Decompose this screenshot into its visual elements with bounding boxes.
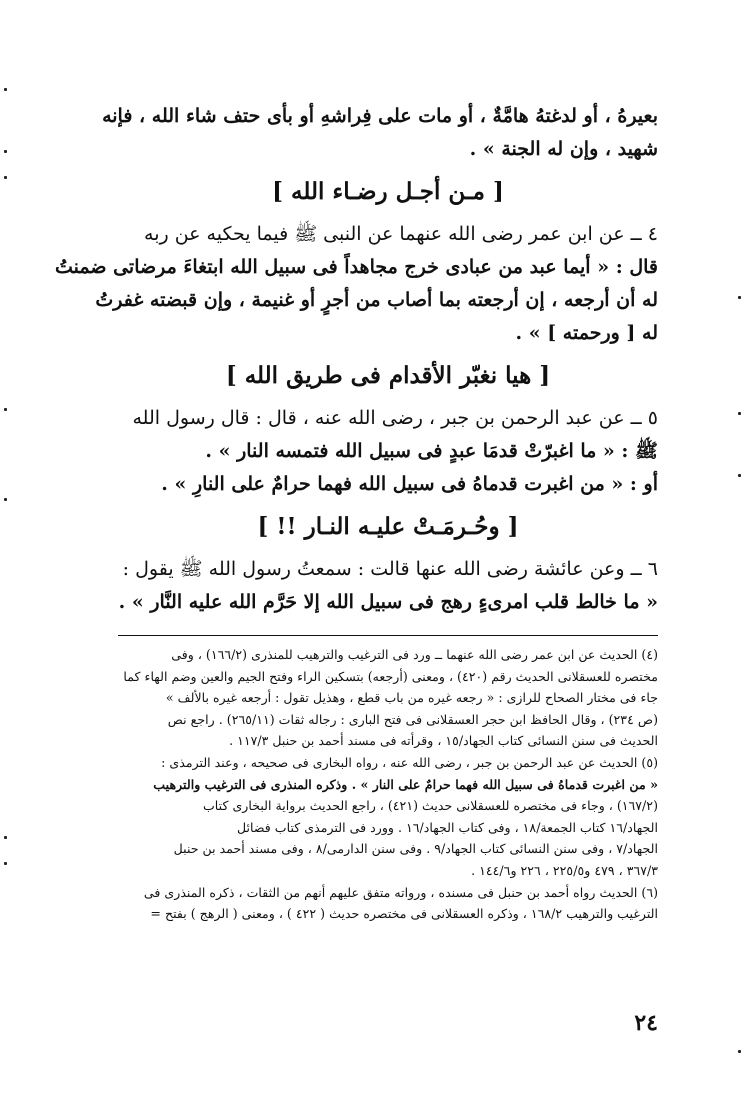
page-content [54, 100, 658, 925]
footnote-line: (ص ٢٣٤) ، وقال الحافظ ابن حجر العسقلانى فى فتح البارى : رجاله ثقات (٢٦٥/١١) . راجع نص [167, 711, 658, 727]
hadith-6 [118, 553, 658, 619]
text-line: بعيرهُ ، أو لدغتهُ هامَّةٌ ، أو مات على فِراشهِ أو بأى حتف شاء الله ، فإنه [102, 105, 658, 127]
margin-dot [4, 836, 7, 839]
text-line: « ما خالط قلب امرىءٍ رهج فى سبيل الله إلا حَرَّم الله عليه النَّار » . [118, 591, 658, 613]
page-number: ٢٤ [634, 1010, 658, 1036]
footnote-line: مختصره للعسقلانى الحديث رقم (٤٢٠) ، ومعنى (أرجعه) بتسكين الراء وفتح الجيم والعين وضم الهاء كما [123, 668, 658, 684]
hadith-4 [54, 218, 658, 350]
footnote-line: جاء فى مختار الصحاح للرازى : « رجعه غيره من باب قطع ، وهذيل تقول : أرجعه غيره بالألف » [165, 690, 658, 706]
text-line: ٦ ــ وعن عائشة رضى الله عنها قالت : سمعتُ رسول الله ﷺ يقول : [122, 558, 658, 580]
hadith-5 [118, 402, 658, 501]
footnote-divider [118, 635, 658, 636]
margin-dot [738, 296, 741, 299]
text-line: أو : « من اغبرت قدماهُ فى سبيل الله فهما حرامٌ على النارِ » . [161, 473, 658, 495]
text-line: ﷺ : « ما اغبرّتْ قدمَا عبدٍ فى سبيل الله فتمسه النار » . [205, 440, 658, 462]
footnote-line: الحديث فى سنن النسائى كتاب الجهاد/١٥ ، وقرأته فى مسند أحمد بن حنبل ١١٧/٣ . [229, 733, 658, 749]
footnote-line: الجهاد/٧ ، وفى سنن النسائى كتاب الجهاد/٩ . وفى سنن الدارمى/٨ ، وفى مسند أحمد بن حنبل [173, 841, 658, 857]
footnote-line: (٦) الحديث رواه أحمد بن حنبل فى مسنده ، ورواته متفق عليهم أنهم من الثقات ، ذكره المنذرى فى [143, 884, 658, 900]
section-heading: [ هيا نغبّر الأقدام فى طريق الله ] [225, 362, 551, 389]
margin-dot [4, 498, 7, 501]
margin-dot [738, 474, 741, 477]
margin-dot [4, 88, 7, 91]
footnotes [118, 644, 658, 925]
margin-dot [4, 150, 7, 153]
section-heading: [ وحُـرمَـتْ عليـه النـار !! ] [257, 513, 519, 540]
footnote-line: « من اغبرت قدماهُ فى سبيل الله فهما حرامٌ على النار » . وذكره المنذرى فى الترغيب والترهيب [153, 776, 658, 792]
text-line: له أن أرجعه ، إن أرجعته بما أصاب من أجرٍ أو غنيمة ، وإن قبضته غفرتُ [95, 289, 658, 311]
margin-dot [4, 408, 7, 411]
footnote-line: الجهاد/١٦ كتاب الجمعة/١٨ ، وفى كتاب الجهاد/١٦ . وورد فى الترمذى كتاب فضائل [236, 819, 658, 835]
text-line: قال : « أيما عبد من عبادى خرج مجاهداً فى سبيل الله ابتغاءَ مرضاتى ضمنتُ [54, 256, 658, 278]
text-line: له [ ورحمته ] » . [515, 322, 658, 344]
margin-dot [4, 176, 7, 179]
footnote-line: (١٦٧/٢) ، وجاء فى مختصره للعسقلانى حديث (٤٢١) ، راجع الحديث برواية البخارى كتاب [202, 798, 658, 814]
text-line: ٤ ــ عن ابن عمر رضى الله عنهما عن النبى ﷺ فيما يحكيه عن ربه [144, 223, 658, 245]
footnote-line: (٤) الحديث عن ابن عمر رضى الله عنهما ــ ورد فى الترغيب والترهيب للمنذرى (١٦٦/٢) ، وفى [171, 647, 658, 662]
section-heading: [ مـن أجـل رضـاء الله ] [272, 178, 504, 205]
section-continuation [102, 100, 658, 166]
text-line: شهيد ، وإن له الجنة » . [469, 138, 658, 160]
footnote-line: ٣٦٧/٣ ، ٤٧٩ و٢٢٥/٥ ، ٢٢٦ و١٤٤/٦ . [471, 862, 658, 878]
margin-dot [4, 862, 7, 865]
footnote-line: الترغيب والترهيب ١٦٨/٢ ، وذكره العسقلانى فى مختصره حديث ( ٤٢٢ ) ، ومعنى ( الرهج ) بفتح = [150, 906, 658, 922]
text-line: ٥ ــ عن عبد الرحمن بن جبر ، رضى الله عنه ، قال : قال رسول الله [132, 407, 658, 429]
footnote-line: (٥) الحديث عن عبد الرحمن بن جبر ، رضى الله عنه ، رواه البخارى فى صحيحه ، وعند الترمذى : [161, 754, 658, 770]
margin-dot [738, 412, 741, 415]
margin-dot [738, 1050, 741, 1053]
